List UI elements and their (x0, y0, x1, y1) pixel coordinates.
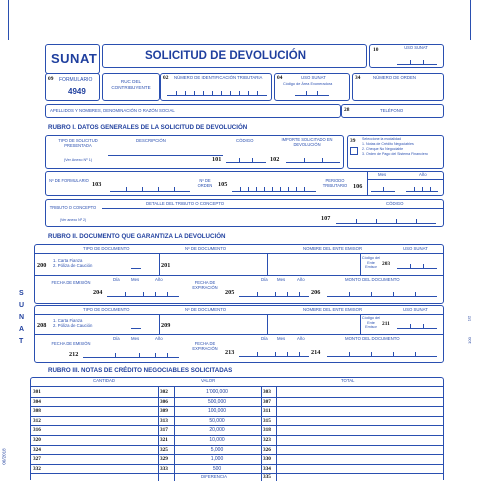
g2-issue-year-label: Año (155, 336, 163, 341)
g1-expiry-day-label: Día (261, 277, 268, 282)
amount-label: IMPORTE SOLICITADO EN DEVOLUCIÓN (281, 137, 333, 147)
g1-issuer-code-input[interactable] (397, 263, 437, 269)
note-value: 500 (212, 465, 222, 472)
field-number-201: 201 (161, 262, 171, 269)
field-number-200: 200 (37, 262, 47, 269)
field-number-211: 211 (382, 321, 390, 327)
note-value: 100,000 (207, 408, 227, 415)
amount-input[interactable] (286, 157, 340, 163)
g1-mid-line (35, 275, 443, 276)
page-title: SOLICITUD DE DEVOLUCIÓN (145, 50, 307, 62)
side-letter-a: A (19, 326, 25, 333)
g2-issue-date-label: FECHA DE EMISIÓN (51, 341, 91, 346)
table-row-line (31, 425, 443, 426)
field-number-213: 213 (225, 349, 235, 356)
ruc-box (160, 73, 272, 101)
g1-option-1: 1. Carta Fianza (53, 258, 83, 263)
g1-issue-day-label: Día (113, 277, 120, 282)
ruc-label: RUC DEL CONTRIBUYENTE (111, 79, 151, 90)
punch-mark-top (8, 0, 9, 40)
field-number-105: 105 (218, 181, 228, 188)
note-value: 1'000,000 (206, 389, 228, 395)
g2-expiry-month-label: Mes (277, 336, 286, 341)
credit-notes-table (30, 377, 444, 480)
value-field-number: 317 (160, 427, 168, 434)
g2-header-line (35, 314, 443, 315)
note-value: 5,000 (210, 446, 224, 453)
table-col-divider-4 (276, 386, 277, 481)
ruc-id-label: NÚMERO DE IDENTIFICACIÓN TRIBUTARIA (174, 75, 263, 80)
table-row-line (31, 464, 443, 465)
period-year-label: Año (419, 172, 427, 177)
code-label: CÓDIGO (236, 138, 254, 143)
g1-amount-label: MONTO DEL DOCUMENTO (345, 277, 400, 282)
note-value: 50,000 (209, 417, 225, 424)
form-label: FORMULARIO (59, 77, 93, 83)
modality-option-3: 3. Orden de Pago del Sistema Financiero (362, 152, 428, 156)
tribute-code-label: CÓDIGO (386, 201, 404, 206)
total-field-number: 303 (263, 389, 271, 395)
field-number-39: 39 (350, 138, 356, 144)
side-mark-a: 1/2 (466, 315, 472, 322)
period-divider (367, 172, 368, 196)
field-number-203: 203 (382, 261, 391, 267)
field-number-107: 107 (321, 215, 331, 222)
total-field-number: 307 (263, 398, 271, 405)
uso-sunat-label: USO SUNAT (404, 45, 428, 50)
phone-box[interactable] (341, 104, 444, 118)
g1-expiry-date-input[interactable] (239, 291, 309, 297)
value-field-number: 309 (160, 408, 168, 415)
tribute-box (45, 199, 444, 227)
field-number-206: 206 (311, 289, 321, 296)
g1-issue-date-input[interactable] (107, 291, 179, 297)
names-label: APELLIDOS Y NOMBRES, DENOMINACIÓN O RAZÓN SOCIAL (50, 108, 175, 113)
value-field-number: 329 (160, 456, 168, 463)
total-field-number: 334 (263, 465, 271, 472)
tribute-header-line (102, 208, 444, 209)
quantity-field-number: 304 (33, 398, 41, 405)
modality-option-1: 1. Notas de Crédito Negociables (362, 142, 414, 146)
g2-type-label: TIPO DE DOCUMENTO (83, 307, 130, 312)
quantity-field-number: 308 (33, 408, 41, 415)
g1-option-2: 2. Póliza de Caución (53, 263, 93, 268)
modality-option-2: 2. Cheque No Negociable (362, 147, 404, 151)
rubro-2-title: RUBRO II. DOCUMENTO QUE GARANTIZA LA DEVOLUCIÓN (48, 233, 226, 240)
g2-type-input[interactable] (131, 323, 141, 329)
g1-expiry-date-label: FECHA DE EXPIRACIÓN (192, 280, 218, 290)
table-row-line (31, 435, 443, 436)
total-field-number: 318 (263, 427, 271, 434)
table-row-line (31, 406, 443, 407)
side-letter-n: N (19, 314, 25, 321)
order-no-label: Nº DE ORDEN (197, 178, 213, 188)
modality-box (347, 135, 444, 169)
field-number-10: 10 (373, 47, 379, 53)
area-box (274, 73, 350, 101)
g1-issue-month-label: Mes (131, 277, 140, 282)
g1-issuer-code-label: Código del Ente Emisor (361, 256, 381, 270)
g1-amount-input[interactable] (327, 291, 437, 297)
g1-uso-label: USO SUNAT (403, 246, 428, 251)
g1-issue-year-label: Año (155, 277, 163, 282)
code-input[interactable] (226, 157, 266, 163)
field-number-208: 208 (37, 322, 47, 329)
g2-issue-month-label: Mes (131, 336, 140, 341)
g2-expiry-date-label: FECHA DE EXPIRACIÓN (192, 341, 218, 351)
total-field-number: 326 (263, 446, 271, 453)
request-type-label: TIPO DE SOLICITUD PRESENTADA (58, 138, 98, 148)
g2-mid-line (35, 334, 443, 335)
title-box (102, 44, 367, 68)
side-letter-s: S (19, 290, 24, 297)
order-no-input[interactable] (232, 186, 316, 192)
ruc-input[interactable] (167, 90, 267, 96)
tribute-detail-label: DETALLE DEL TRIBUTO O CONCEPTO (146, 201, 225, 206)
field-number-204: 204 (93, 289, 103, 296)
g1-docno-label: Nº DE DOCUMENTO (185, 246, 227, 251)
table-row-line (31, 416, 443, 417)
g2-option-2: 2. Póliza de Caución (53, 323, 93, 328)
col-value-header: VALOR (201, 378, 216, 383)
col-total-header: TOTAL (341, 378, 355, 383)
period-month-input[interactable] (371, 186, 395, 192)
period-label: PERIODO TRIBUTARIO (322, 178, 348, 188)
guarantee-2-box (34, 305, 444, 363)
g2-expiry-date-input[interactable] (239, 351, 309, 357)
form-number: 4949 (68, 87, 86, 96)
col-quantity-header: CANTIDAD (93, 378, 115, 383)
guarantee-1-box (34, 244, 444, 304)
total-field-number: 311 (263, 408, 271, 415)
quantity-field-number: 324 (33, 446, 41, 453)
period-header-line (367, 179, 444, 180)
value-field-number: 313 (160, 417, 168, 424)
total-field-number: 315 (263, 417, 271, 424)
form-no-input[interactable] (110, 186, 190, 192)
g1-issuer-label: NOMBRE DEL ENTE EMISOR (303, 246, 363, 251)
difference-label: DIFERENCIA (201, 474, 228, 479)
area-uso-label: USO SUNAT (301, 75, 326, 80)
quantity-field-number: 320 (33, 437, 41, 443)
names-box[interactable] (45, 104, 341, 118)
uso-sunat-box (369, 44, 444, 68)
field-number-102: 102 (270, 156, 280, 163)
side-letter-t: T (19, 338, 24, 345)
quantity-field-number: 327 (33, 456, 41, 463)
g2-issue-day-label: Día (113, 336, 120, 341)
request-type-sub: (Ver Anexo Nº 1) (63, 158, 93, 162)
g2-col-divider-1 (159, 314, 160, 334)
table-row-line (31, 473, 443, 474)
tribute-sub: (Ver anexo Nº 2) (59, 218, 87, 222)
field-number-335: 335 (263, 474, 271, 480)
g1-header-line (35, 253, 443, 254)
field-number-106: 106 (353, 183, 363, 190)
order-number-label: NÚMERO DE ORDEN (373, 75, 416, 80)
field-number-34: 34 (355, 75, 361, 81)
table-col-divider-1 (158, 386, 159, 481)
logo-box (45, 44, 100, 74)
field-number-214: 214 (311, 349, 321, 356)
field-number-103: 103 (92, 181, 102, 188)
uso-sunat-field[interactable] (397, 59, 437, 65)
value-field-number: 325 (160, 446, 168, 453)
area-code-label: Código de Área Exoneradora (283, 82, 333, 86)
punch-mark-top-right (470, 0, 471, 40)
table-row-line (31, 397, 443, 398)
quantity-field-number: 301 (33, 389, 41, 395)
area-code-input[interactable] (295, 90, 329, 96)
g2-col-divider-2 (267, 314, 268, 334)
side-mark-b: 100 (466, 337, 472, 344)
modality-title: Seleccione la modalidad (362, 137, 401, 141)
tribute-code-input[interactable] (336, 218, 436, 224)
value-field-number: 333 (160, 465, 168, 472)
rubro-3-title: RUBRO III. NOTAS DE CRÉDITO NEGOCIABLES SOLICITADAS (48, 367, 233, 374)
quantity-field-number: 312 (33, 417, 41, 424)
value-field-number: 321 (160, 437, 168, 443)
field-number-09: 09 (48, 76, 54, 82)
field-number-04: 04 (277, 75, 283, 81)
g2-issuer-code-label: Código del Ente Emisor (361, 316, 381, 330)
g1-col-divider-1 (159, 253, 160, 275)
form-date: 06/2018 (1, 448, 7, 465)
g2-issue-date-input[interactable] (83, 352, 179, 358)
g1-issue-date-label: FECHA DE EMISIÓN (51, 280, 91, 285)
g2-uso-label: USO SUNAT (403, 307, 428, 312)
field-number-209: 209 (161, 322, 171, 329)
modality-checkbox[interactable] (350, 147, 358, 155)
g2-expiry-day-label: Día (261, 336, 268, 341)
g2-amount-input[interactable] (327, 351, 437, 357)
description-line (108, 155, 223, 156)
quantity-field-number: 316 (33, 427, 41, 434)
note-value: 500,000 (207, 398, 227, 405)
field-number-205: 205 (225, 289, 235, 296)
g1-expiry-month-label: Mes (277, 277, 286, 282)
g2-docno-label: Nº DE DOCUMENTO (185, 307, 227, 312)
table-col-divider-2 (174, 386, 175, 481)
note-value: 10,000 (209, 437, 225, 443)
table-col-divider-3 (261, 386, 262, 481)
g1-type-input[interactable] (131, 263, 141, 269)
period-year-input[interactable] (406, 186, 438, 192)
sunat-logo: SUNAT (51, 51, 98, 66)
rubro-1-title: RUBRO I. DATOS GENERALES DE LA SOLICITUD DE DEVOLUCIÓN (48, 124, 248, 131)
phone-label: TELÉFONO (380, 108, 404, 113)
field-number-101: 101 (212, 156, 222, 163)
ruc-label-box (102, 73, 160, 101)
form-number-box (45, 73, 100, 101)
value-field-number: 306 (160, 398, 168, 405)
total-field-number: 323 (263, 437, 271, 443)
side-letter-u: U (19, 302, 25, 309)
field-number-02: 02 (163, 75, 169, 81)
g1-type-label: TIPO DE DOCUMENTO (83, 246, 130, 251)
g2-amount-label: MONTO DEL DOCUMENTO (345, 336, 400, 341)
g1-expiry-year-label: Año (297, 277, 305, 282)
g1-col-divider-2 (267, 253, 268, 275)
field-number-212: 212 (69, 351, 79, 358)
note-value: 1,000 (210, 456, 224, 463)
total-field-number: 330 (263, 456, 271, 463)
table-header-line (31, 386, 443, 387)
g2-option-1: 1. Carta Fianza (53, 318, 83, 323)
order-box (352, 73, 444, 101)
field-number-28: 28 (344, 107, 350, 113)
quantity-field-number: 332 (33, 465, 41, 472)
g2-expiry-year-label: Año (297, 336, 305, 341)
g2-issuer-label: NOMBRE DEL ENTE EMISOR (303, 307, 363, 312)
tribute-label: TRIBUTO O CONCEPTO (49, 205, 97, 210)
description-label: DESCRIPCIÓN (136, 138, 166, 143)
period-month-label: Mes (378, 172, 387, 177)
value-field-number: 302 (160, 389, 168, 395)
form-no-label: Nº DE FORMULARIO (49, 178, 89, 183)
form-period-box (45, 171, 444, 196)
table-row-line (31, 454, 443, 455)
note-value: 20,000 (209, 427, 225, 434)
g2-issuer-code-input[interactable] (397, 323, 437, 329)
table-row-line (31, 445, 443, 446)
rubro-1-request-box (45, 135, 344, 169)
